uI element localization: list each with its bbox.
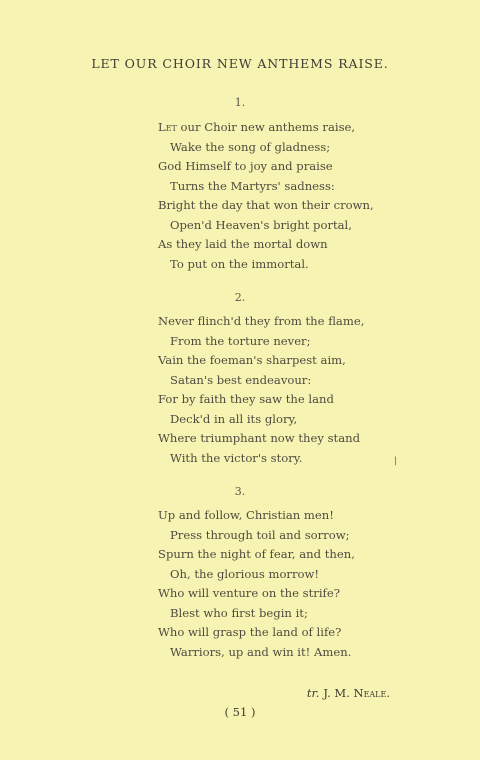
- stanza-1-line-7: As they laid the mortal down: [158, 237, 328, 251]
- stanza-1-line-8: To put on the immortal.: [170, 256, 309, 271]
- stanza-1: [158, 118, 418, 274]
- stanza-2-line-8: With the victor's story.: [170, 450, 303, 465]
- stanza-1-line-6: Open'd Heaven's bright portal,: [170, 217, 352, 232]
- stanza-3-line-2: Press through toil and sorrow;: [170, 527, 350, 542]
- stanza-3-line-1: Up and follow, Christian men!: [158, 508, 334, 522]
- stanza-1-line-5: Bright the day that won their crown,: [158, 198, 374, 212]
- attribution-name: J. M. Neale.: [323, 686, 390, 700]
- drop-word: Let: [158, 120, 177, 134]
- page-number: ( 51 ): [224, 705, 256, 719]
- stanza-2-line-6: Deck'd in all its glory,: [170, 411, 298, 426]
- stanza-3-line-7: Who will grasp the land of life?: [158, 625, 342, 639]
- stanza-number-3: 3.: [234, 485, 246, 498]
- stanza-number-2: 2.: [234, 291, 246, 304]
- stanza-1-line-1: [158, 118, 418, 138]
- hymn-title: LET OUR CHOIR NEW ANTHEMS RAISE.: [91, 56, 389, 71]
- stanza-2-line-4: Satan's best endeavour:: [170, 372, 312, 387]
- stanza-3-line-5: Who will venture on the strife?: [158, 586, 340, 600]
- stanza-3-line-6: Blest who first begin it;: [170, 605, 308, 620]
- attribution-prefix: tr.: [306, 686, 320, 700]
- stanza-2-line-3: Vain the foeman's sharpest aim,: [158, 353, 346, 367]
- stanza-3-line-8: Warriors, up and win it! Amen.: [170, 644, 352, 659]
- stanza-3-line-4: Oh, the glorious morrow!: [170, 566, 320, 581]
- stanza-2-line-1: Never flinch'd they from the flame,: [158, 314, 365, 328]
- stanza-1-line-2: Wake the song of gladness;: [170, 139, 331, 154]
- stanza-3-line-3: Spurn the night of fear, and then,: [158, 547, 355, 561]
- stanza-1-line-3: God Himself to joy and praise: [158, 159, 333, 173]
- stanza-2-line-5: For by faith they saw the land: [158, 392, 334, 406]
- stanza-2: [158, 312, 418, 468]
- attribution: [290, 686, 390, 700]
- stanza-number-1: 1.: [234, 96, 246, 109]
- stanza-2-line-2: From the torture never;: [170, 333, 311, 348]
- stanza-2-line-7: Where triumphant now they stand: [158, 431, 361, 445]
- margin-mark: /: [392, 455, 400, 468]
- stanza-3: [158, 506, 418, 662]
- line-text: our Choir new anthems raise,: [176, 120, 356, 134]
- stanza-1-line-4: Turns the Martyrs' sadness:: [170, 178, 335, 193]
